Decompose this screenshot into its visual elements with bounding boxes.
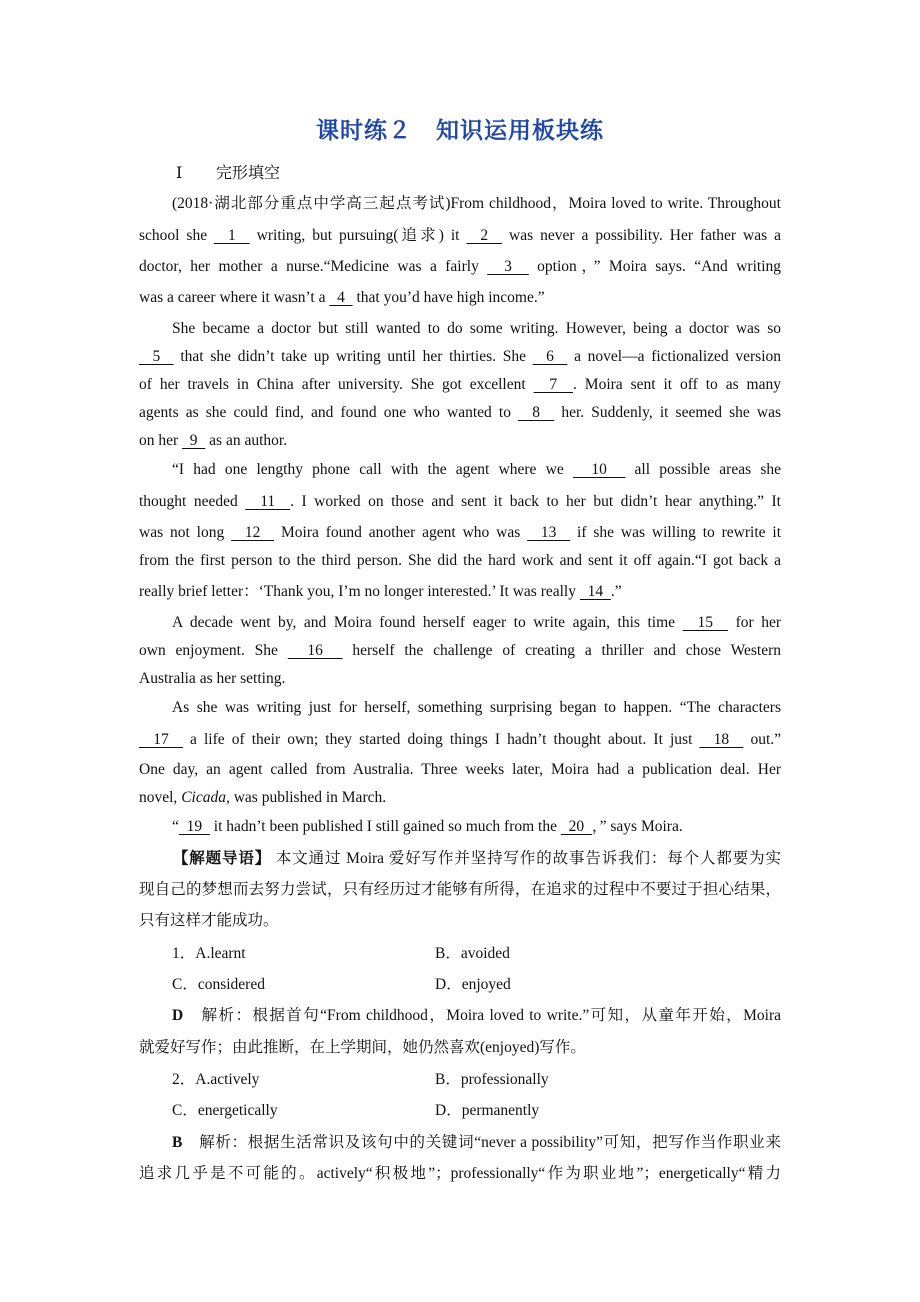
blank-number: 16 xyxy=(287,642,343,659)
passage-text: was a career where it wasn’t a 4 that you’d have high income.” xyxy=(139,289,545,306)
blank-number: 13 xyxy=(527,524,571,541)
passage-line xyxy=(139,669,781,689)
passage-text: of her travels in China after university. She got excellent 7 . Moira sent it off to as many xyxy=(139,376,781,393)
q2-explanation-1 xyxy=(172,1133,781,1153)
blank-number: 2 xyxy=(466,227,503,244)
passage-line xyxy=(172,319,781,339)
blank-number: 12 xyxy=(231,524,275,541)
passage-line xyxy=(172,613,781,633)
q1-option-c: C．considered xyxy=(172,976,265,993)
q2-exp-text: 解析：根据生活常识及该句中的关键词“never a possibility”可知，把写作当作职业来 xyxy=(199,1134,781,1151)
page-title: 课时练２ 知识运用板块练 xyxy=(316,118,604,143)
guide-text-1: 本文通过 Moira 爱好写作并坚持写作的故事告诉我们：每个人都要为实 xyxy=(275,850,782,867)
blank-number: 8 xyxy=(518,404,555,421)
passage-line xyxy=(139,730,781,750)
passage-line xyxy=(139,431,781,451)
blank-number: 14 xyxy=(579,583,611,600)
passage-line xyxy=(139,788,781,808)
q1-exp-text: 解析：根据首句“From childhood，Moira loved to write.”可知，从童年开始，Moira xyxy=(201,1007,781,1024)
q2-option-c: C．energetically xyxy=(172,1102,278,1119)
q1-option-d: D．enjoyed xyxy=(435,976,511,993)
passage-text: (2018·湖北部分重点中学高三起点考试)From childhood，Moira loved to write. Throughout xyxy=(172,195,781,212)
section-number: Ⅰ xyxy=(176,165,183,182)
blank-number: 9 xyxy=(182,432,206,449)
section-heading xyxy=(176,160,280,183)
q2-option-a: 2．A.actively xyxy=(172,1071,260,1088)
passage-text: thought needed 11 . I worked on those and sent it back to her but didn’t hear anything.” It xyxy=(139,493,781,510)
passage-text: “I had one lengthy phone call with the agent where we 10 all possible areas she xyxy=(172,461,781,478)
blank-number: 4 xyxy=(329,289,353,306)
passage-text: novel, xyxy=(139,789,182,806)
passage-line xyxy=(139,760,781,780)
passage-text: school she 1 writing, but pursuing(追求) it 2 was never a possibility. Her father was a xyxy=(139,227,782,244)
passage-line xyxy=(172,817,781,837)
q1-option-b: B．avoided xyxy=(435,945,510,962)
passage-line xyxy=(172,194,781,214)
blank-number: 6 xyxy=(532,348,568,365)
q2-option-d: D．permanently xyxy=(435,1102,540,1119)
passage-text: was not long 12 Moira found another agent who was 13 if she was willing to rewrite it xyxy=(139,524,782,541)
blank-number: 18 xyxy=(699,731,744,748)
passage-text: 5 that she didn’t take up writing until her thirties. She 6 a novel—a fictionalized version xyxy=(139,348,782,365)
passage-text: on her 9 as an author. xyxy=(139,432,288,449)
passage-line xyxy=(139,288,781,308)
guide-line-1 xyxy=(139,849,781,869)
blank-number: 17 xyxy=(139,731,183,748)
passage-text: “ 19 it hadn’t been published I still gained so much from the 20 ，” says Moira. xyxy=(172,818,683,835)
passage-text: agents as she could find, and found one who wanted to 8 her. Suddenly, it seemed she was xyxy=(139,404,782,421)
passage-line xyxy=(139,257,781,277)
passage-line xyxy=(139,403,781,423)
passage-text: doctor, her mother a nurse.“Medicine was a fairly 3 option，” Moira says. “And writing xyxy=(139,258,782,275)
section-label: 完形填空 xyxy=(216,165,281,182)
blank-number: 15 xyxy=(682,614,729,631)
guide-line-3: 只有这样才能成功。 xyxy=(139,912,279,929)
q2-answer: B xyxy=(172,1134,183,1151)
q1-explanation-1 xyxy=(172,1006,781,1026)
blank-number: 19 xyxy=(178,818,210,835)
passage-text: really brief letter：‘Thank you, I’m no longer interested.’ It was really 14 .” xyxy=(139,583,622,600)
novel-title: Cicada, xyxy=(181,789,230,806)
guide-label: 【解题导语】 xyxy=(172,850,272,867)
passage-text: She became a doctor but still wanted to do some writing. However, being a doctor was so xyxy=(172,320,781,337)
passage-line xyxy=(139,347,781,367)
blank-number: 1 xyxy=(214,227,250,244)
blank-number: 10 xyxy=(572,461,626,478)
q2-option-b: B．professionally xyxy=(435,1071,549,1088)
passage-line xyxy=(139,523,781,543)
passage-line xyxy=(139,582,781,602)
blank-number: 3 xyxy=(487,258,529,275)
blank-number: 7 xyxy=(533,376,573,393)
passage-line xyxy=(139,226,781,246)
guide-line-2: 现自己的梦想而去努力尝试，只有经历过才能够有所得，在追求的过程中不要过于担心结果， xyxy=(139,881,781,898)
q1-explanation-2: 就爱好写作；由此推断，在上学期间，她仍然喜欢(enjoyed)写作。 xyxy=(139,1039,586,1056)
q2-explanation-2: 追求几乎是不可能的。actively“积极地”；professionally“作为职业地”；energetically“精力 xyxy=(139,1165,781,1182)
blank-number: 5 xyxy=(139,348,174,365)
passage-text: As she was writing just for herself, something surprising began to happen. “The characters xyxy=(172,699,781,716)
passage-text: One day, an agent called from Australia. Three weeks later, Moira had a publication deal. Her xyxy=(139,761,781,778)
passage-text: 17 a life of their own; they started doing things I hadn’t thought about. It just 18 out.” xyxy=(139,731,782,748)
passage-text: was published in March. xyxy=(229,789,387,806)
passage-line xyxy=(139,551,781,571)
passage-text: A decade went by, and Moira found herself eager to write again, this time 15 for her xyxy=(172,614,781,631)
passage-text: from the first person to the third person. She did the hard work and sent it off again.“I got back a xyxy=(139,552,781,569)
passage-line xyxy=(172,698,781,718)
passage-text: Australia as her setting. xyxy=(139,670,286,687)
q1-option-a: 1．A.learnt xyxy=(172,945,246,962)
blank-number: 11 xyxy=(245,493,291,510)
passage-text: own enjoyment. She 16 herself the challenge of creating a thriller and chose Western xyxy=(139,642,781,659)
blank-number: 20 xyxy=(560,818,592,835)
q1-answer: D xyxy=(172,1007,184,1024)
passage-line xyxy=(139,641,781,661)
passage-line xyxy=(139,492,781,512)
passage-line xyxy=(172,460,781,480)
passage-line xyxy=(139,375,781,395)
